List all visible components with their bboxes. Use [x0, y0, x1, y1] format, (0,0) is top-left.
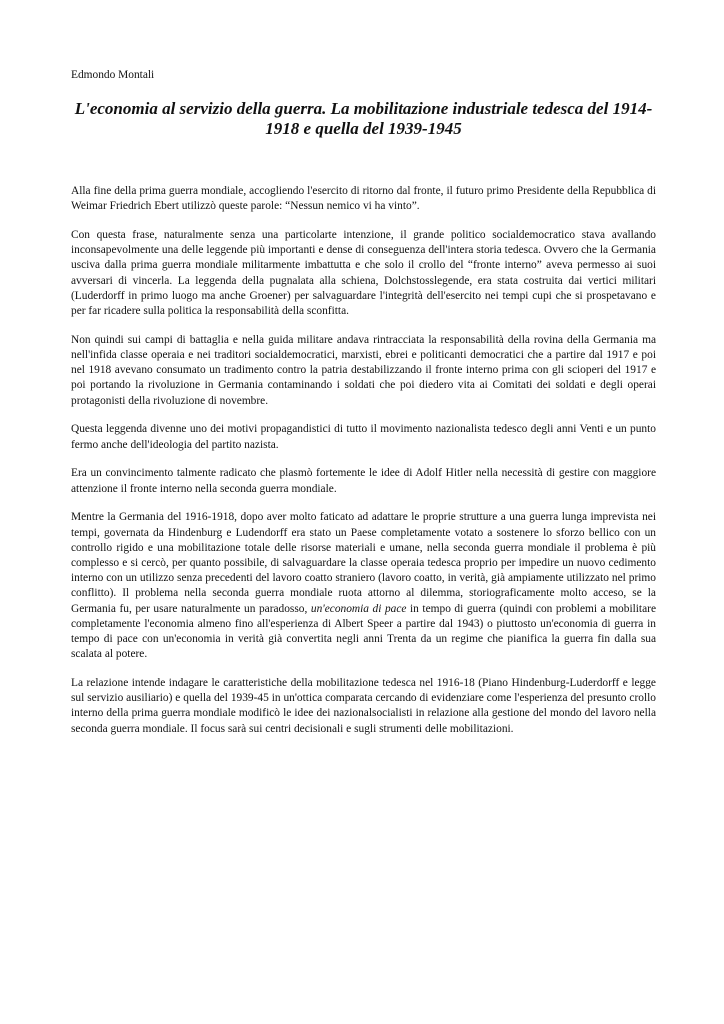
document-page: [71, 68, 656, 750]
paragraph-6-text-end: in tempo di guerra (quindi con problemi a mobilitare completamente l'economia almeno fino all'esperienza di Albert Speer a partire dal 1943) o piuttosto un'economia di guerra in tempo di pace con un'economia in verità già convertita negli anni Trenta da un regime che pianifica la guerra fin dalla sua scalata al potere.: [71, 602, 657, 661]
paragraph-5: Era un convincimento talmente radicato che plasmò fortemente le idee di Adolf Hitler nella necessità di gestire con maggiore attenzione il fronte interno nella seconda guerra mondiale.: [71, 467, 656, 495]
document-title: L'economia al servizio della guerra. La mobilitazione industriale tedesca del 1914-1918 e quella del 1939-1945: [74, 99, 653, 138]
paragraph-6-emphasis: un'economia di pace: [310, 602, 407, 615]
paragraph-2: Con questa frase, naturalmente senza una particolarte intenzione, il grande politico socialdemocratico stava avallando inconsapevolmente una delle leggende più importanti e dense di conseguenza dell'intera storia tedesca. Ovvero che la Germania usciva dalla prima guerra mondiale militarmente imbattutta e che solo il crollo del “fronte interno” aveva permesso ai suoi avversari di vincerla. La leggenda della pugnalata alla schiena, Dolchstosslegende, era stata costruita dai vertici militari (Luderdorff in primo luogo ma anche Groener) per salvaguardare l'integrità dell'esercito nei tempi cupi che si prospetavano e per far ricadere sulla politica la responsabilità della sconfitta.: [71, 229, 656, 318]
paragraph-7: La relazione intende indagare le caratteristiche della mobilitazione tedesca nel 1916-18 (Piano Hindenburg-Luderdorff e legge sul servizio ausiliario) e quella del 1939-45 in un'ottica comparata cercando di evidenziare come l'esperienza del presunto crollo interno della prima guerra mondiale modificò le idee dei nazionalsocialisti in relazione alla gestione del mondo del lavoro nella seconda guerra mondiale. Il focus sarà sui centri decisionali e sugli strumenti delle mobilitazioni.: [71, 677, 656, 735]
paragraph-4: Questa leggenda divenne uno dei motivi propagandistici di tutto il movimento nazionalista tedesco degli anni Venti e un punto fermo anche dell'ideologia del partito nazista.: [71, 423, 656, 451]
paragraph-6: [71, 510, 656, 662]
author-name: Edmondo Montali: [71, 69, 155, 81]
paragraph-3: Non quindi sui campi di battaglia e nella guida militare andava rintracciata la responsabilità della rovina della Germania ma nell'infida classe operaia e nei traditori socialdemocratici, marxisti, ebrei e politicanti democratici che a partire dal 1917 e poi nel 1918 avevano consumato un tradimento contro la patria destabilizzando il fronte interno prima con gli scioperi del 1917 e poi portando la rivoluzione in Germania contaminando i soldati che poi diedero vita ai Comitati dei soldati e degli operai protagonisti della rivoluzione di novembre.: [71, 333, 656, 407]
paragraph-6-text-start: Mentre la Germania del 1916-1918, dopo aver molto faticato ad adattare le proprie strutture a una guerra lunga imprevista nei tempi, governata da Hindenburg e Ludendorff era stato un Paese completamente votato a sostenere lo sforzo bellico con un controllo rigido e una mobilitazione totale delle risorse materiali e umane, nella seconda guerra mondiale il problema è più complesso e si cercò, per quanto possibile, di salvaguardare la classe operaia tedesca proprio per impedire un nuovo cedimento interno con un utilizzo senza precedenti del lavoro coatto straniero (lavoro coatto, in verità, già ampiamente utilizzato nel primo conflitto). Il problema nella seconda guerra mondiale ruota attorno al dilemma, storiograficamente molto acceso, se la Germania fu, per usare naturalmente un paradosso,: [71, 511, 656, 615]
paragraph-1: Alla fine della prima guerra mondiale, accogliendo l'esercito di ritorno dal fronte, il futuro primo Presidente della Repubblica di Weimar Friedrich Ebert utilizzò queste parole: “Nessun nemico vi ha vinto”.: [71, 185, 656, 213]
